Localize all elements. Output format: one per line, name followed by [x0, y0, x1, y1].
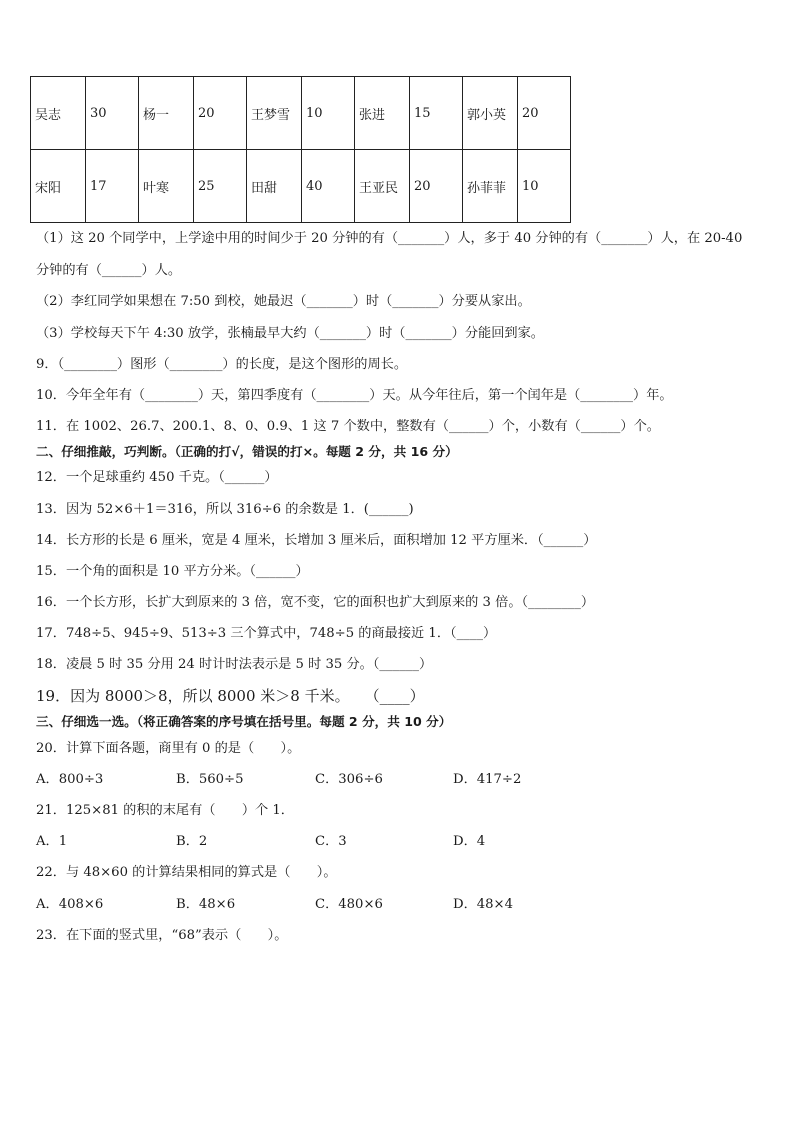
minutes-value: 15 — [410, 77, 463, 150]
question-12: 12．一个足球重约 450 千克。（______） — [36, 470, 278, 485]
section-2-heading: 二、仔细推敲，巧判断。（正确的打√，错误的打×。每题 2 分，共 16 分） — [36, 444, 458, 459]
student-name: 郭小英 — [463, 77, 518, 150]
question-20: 20．计算下面各题，商里有 0 的是（ ）。 — [36, 741, 301, 756]
question-8-part-2: （2）李红同学如果想在 7:50 到校，她最迟（_______）时（_______）分要从家出。 — [36, 294, 531, 309]
section-3-heading: 三、仔细选一选。（将正确答案的序号填在括号里。每题 2 分，共 10 分） — [36, 714, 452, 729]
minutes-value: 25 — [194, 150, 247, 223]
question-13: 13．因为 52×6＋1＝316，所以 316÷6 的余数是 1．(______) — [36, 502, 414, 517]
option-a: A．408×6 — [36, 897, 104, 912]
question-23: 23．在下面的竖式里，“68”表示（ ）。 — [36, 928, 288, 943]
student-name: 杨一 — [139, 77, 194, 150]
option-b: B．48×6 — [176, 897, 236, 912]
minutes-value: 17 — [86, 150, 139, 223]
question-11: 11．在 1002、26.7、200.1、8、0、0.9、1 这 7 个数中，整数有（______）个，小数有（______）个。 — [36, 419, 660, 434]
question-15: 15．一个角的面积是 10 平方分米。（______） — [36, 564, 309, 579]
question-17: 17．748÷5、945÷9、513÷3 三个算式中，748÷5 的商最接近 1．（____） — [36, 626, 497, 641]
option-b: B．560÷5 — [176, 772, 244, 787]
student-name: 叶寒 — [139, 150, 194, 223]
student-name: 王亚民 — [355, 150, 410, 223]
minutes-value: 20 — [194, 77, 247, 150]
question-21: 21．125×81 的积的末尾有（ ）个 1． — [36, 803, 294, 818]
student-name: 孙菲菲 — [463, 150, 518, 223]
option-c: C．480×6 — [315, 897, 383, 912]
student-name: 吴志 — [31, 77, 86, 150]
commute-time-table — [30, 76, 571, 223]
minutes-value: 40 — [302, 150, 355, 223]
option-c: C．306÷6 — [315, 772, 383, 787]
question-8-part-1-cont: 分钟的有（______）人。 — [36, 263, 182, 278]
question-14: 14．长方形的长是 6 厘米，宽是 4 厘米，长增加 3 厘米后，面积增加 12 平方厘米．（______） — [36, 533, 597, 548]
minutes-value: 10 — [302, 77, 355, 150]
question-8-part-1: （1）这 20 个同学中，上学途中用的时间少于 20 分钟的有（_______）人，多于 40 分钟的有（_______）人，在 20-40 — [36, 231, 743, 246]
question-10: 10．今年全年有（________）天，第四季度有（________）天。从今年往后，第一个闰年是（________）年。 — [36, 388, 673, 403]
option-a: A．800÷3 — [36, 772, 104, 787]
question-8-part-3: （3）学校每天下午 4:30 放学，张楠最早大约（_______）时（_______）分能回到家。 — [36, 326, 544, 341]
table-row — [31, 77, 571, 150]
minutes-value: 10 — [518, 150, 571, 223]
option-d: D．48×4 — [453, 897, 513, 912]
option-c: C．3 — [315, 834, 347, 849]
minutes-value: 30 — [86, 77, 139, 150]
student-name: 张进 — [355, 77, 410, 150]
option-d: D．417÷2 — [453, 772, 522, 787]
option-d: D．4 — [453, 834, 486, 849]
student-name: 宋阳 — [31, 150, 86, 223]
question-18: 18．凌晨 5 时 35 分用 24 时计时法表示是 5 时 35 分。（______） — [36, 657, 433, 672]
question-22: 22．与 48×60 的计算结果相同的算式是（ ）。 — [36, 865, 337, 880]
question-19: 19．因为 8000＞8，所以 8000 米＞8 千米。 （____） — [36, 687, 425, 705]
minutes-value: 20 — [410, 150, 463, 223]
question-9: 9．（________）图形（________）的长度，是这个图形的周长。 — [36, 357, 408, 372]
option-b: B．2 — [176, 834, 208, 849]
student-name: 田甜 — [247, 150, 302, 223]
table-row — [31, 150, 571, 223]
question-16: 16．一个长方形，长扩大到原来的 3 倍，宽不变，它的面积也扩大到原来的 3 倍。（________） — [36, 595, 595, 610]
minutes-value: 20 — [518, 77, 571, 150]
option-a: A．1 — [36, 834, 68, 849]
student-name: 王梦雪 — [247, 77, 302, 150]
